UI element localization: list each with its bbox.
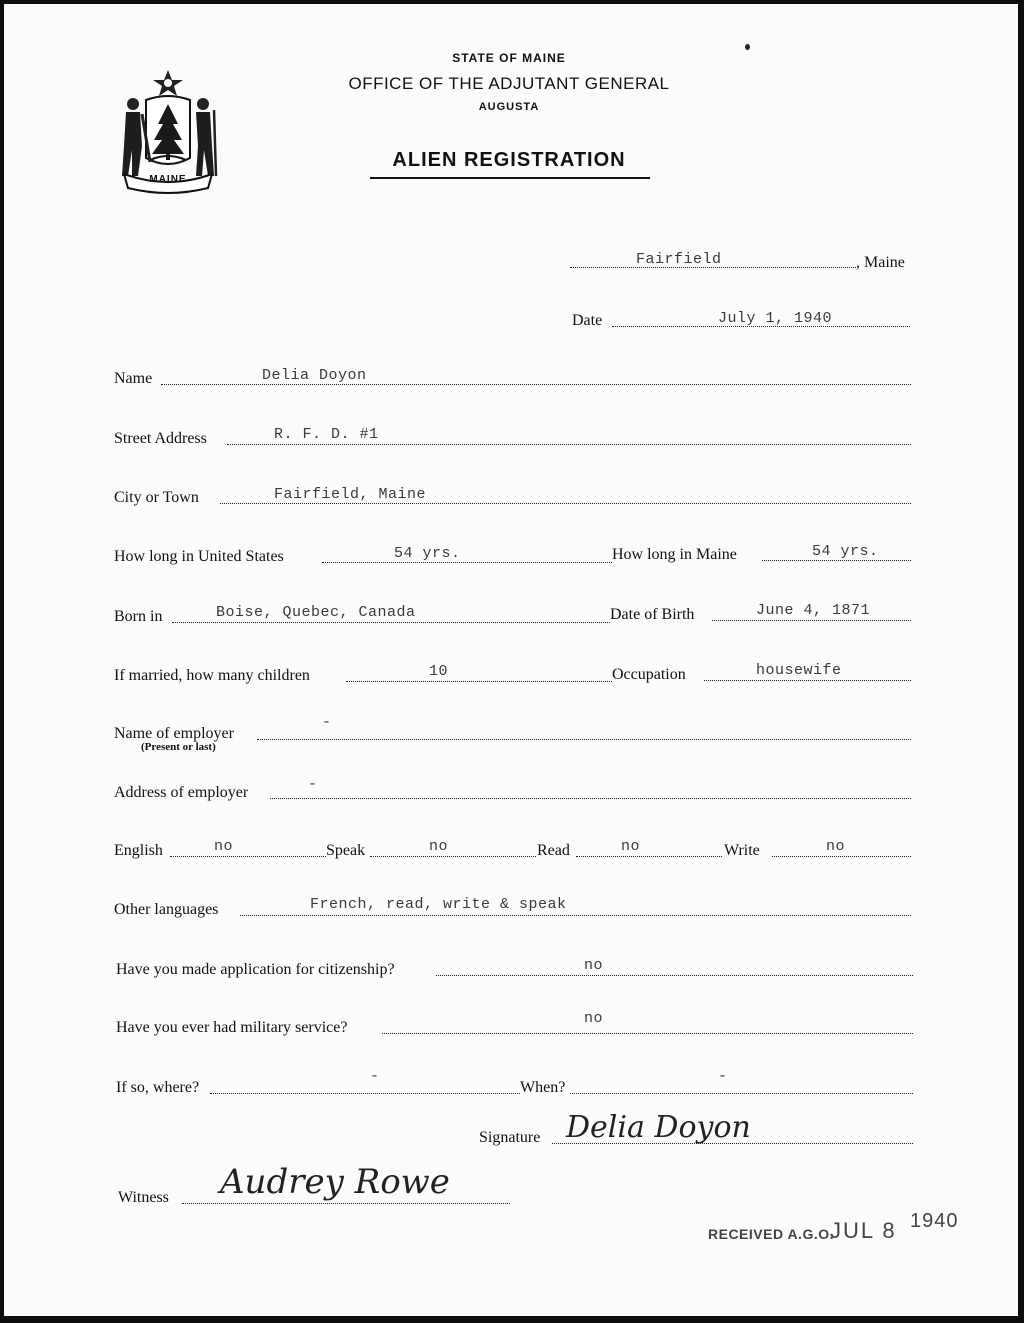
employer-name-sublabel: (Present or last): [141, 741, 216, 753]
speak-label: Speak: [326, 842, 366, 859]
write-label: Write: [724, 842, 760, 859]
name-value: Delia Doyon: [262, 367, 367, 384]
employer-address-value: -: [308, 776, 318, 793]
speak-value: no: [429, 838, 449, 855]
name-label: Name: [114, 370, 153, 387]
location-suffix: , Maine: [856, 254, 905, 271]
citizenship-value: no: [584, 957, 604, 974]
signature-value: Delia Doyon: [566, 1110, 751, 1145]
witness-value: Audrey Rowe: [220, 1162, 450, 1202]
ink-dot: [745, 44, 750, 50]
date-of-birth-label: Date of Birth: [610, 606, 695, 623]
received-stamp-year: 1940: [910, 1210, 959, 1232]
employer-address-label: Address of employer: [114, 784, 249, 801]
citizenship-label: Have you made application for citizenship?: [116, 961, 395, 978]
date-label: Date: [572, 312, 603, 329]
children-value: 10: [429, 663, 449, 680]
registration-form: [4, 4, 1018, 1316]
military-label: Have you ever had military service?: [116, 1019, 348, 1036]
military-value: no: [584, 1010, 604, 1027]
employer-name-label: Name of employer: [114, 725, 234, 742]
how-long-maine-value: 54 yrs.: [812, 543, 879, 560]
date-value: July 1, 1940: [718, 310, 833, 327]
where-label: If so, where?: [116, 1079, 200, 1096]
signature-label: Signature: [479, 1129, 541, 1146]
header-city: AUGUSTA: [478, 101, 540, 113]
english-value: no: [214, 838, 234, 855]
occupation-value: housewife: [756, 662, 842, 679]
read-value: no: [621, 838, 641, 855]
city-town-value: Fairfield, Maine: [274, 486, 427, 503]
location-value: Fairfield: [636, 251, 722, 268]
street-address-value: R. F. D. #1: [274, 426, 379, 443]
header-office: OFFICE OF THE ADJUTANT GENERAL: [348, 74, 670, 93]
date-of-birth-value: June 4, 1871: [756, 602, 871, 619]
when-label: When?: [520, 1079, 566, 1096]
received-stamp-label: RECEIVED A.G.O.: [708, 1226, 835, 1242]
city-town-label: City or Town: [114, 489, 199, 506]
witness-label: Witness: [118, 1189, 169, 1206]
how-long-us-value: 54 yrs.: [394, 545, 461, 562]
form-title: ALIEN REGISTRATION: [392, 149, 626, 171]
header-state: STATE OF MAINE: [452, 51, 566, 65]
how-long-maine-label: How long in Maine: [612, 546, 737, 563]
how-long-us-label: How long in United States: [114, 548, 284, 565]
received-stamp-date: JUL 8: [830, 1218, 897, 1243]
occupation-label: Occupation: [612, 666, 686, 683]
english-label: English: [114, 842, 163, 859]
read-label: Read: [537, 842, 570, 859]
when-value: -: [718, 1068, 728, 1085]
born-in-value: Boise, Quebec, Canada: [216, 604, 416, 621]
born-in-label: Born in: [114, 608, 163, 625]
seal-banner-text: MAINE: [149, 174, 187, 185]
street-address-label: Street Address: [114, 430, 207, 447]
other-languages-label: Other languages: [114, 901, 219, 918]
employer-name-value: -: [322, 714, 332, 731]
other-languages-value: French, read, write & speak: [310, 896, 567, 913]
title-underline: [370, 177, 650, 179]
write-value: no: [826, 838, 846, 855]
children-label: If married, how many children: [114, 667, 310, 684]
where-value: -: [370, 1068, 380, 1085]
maine-state-seal: [112, 66, 224, 196]
